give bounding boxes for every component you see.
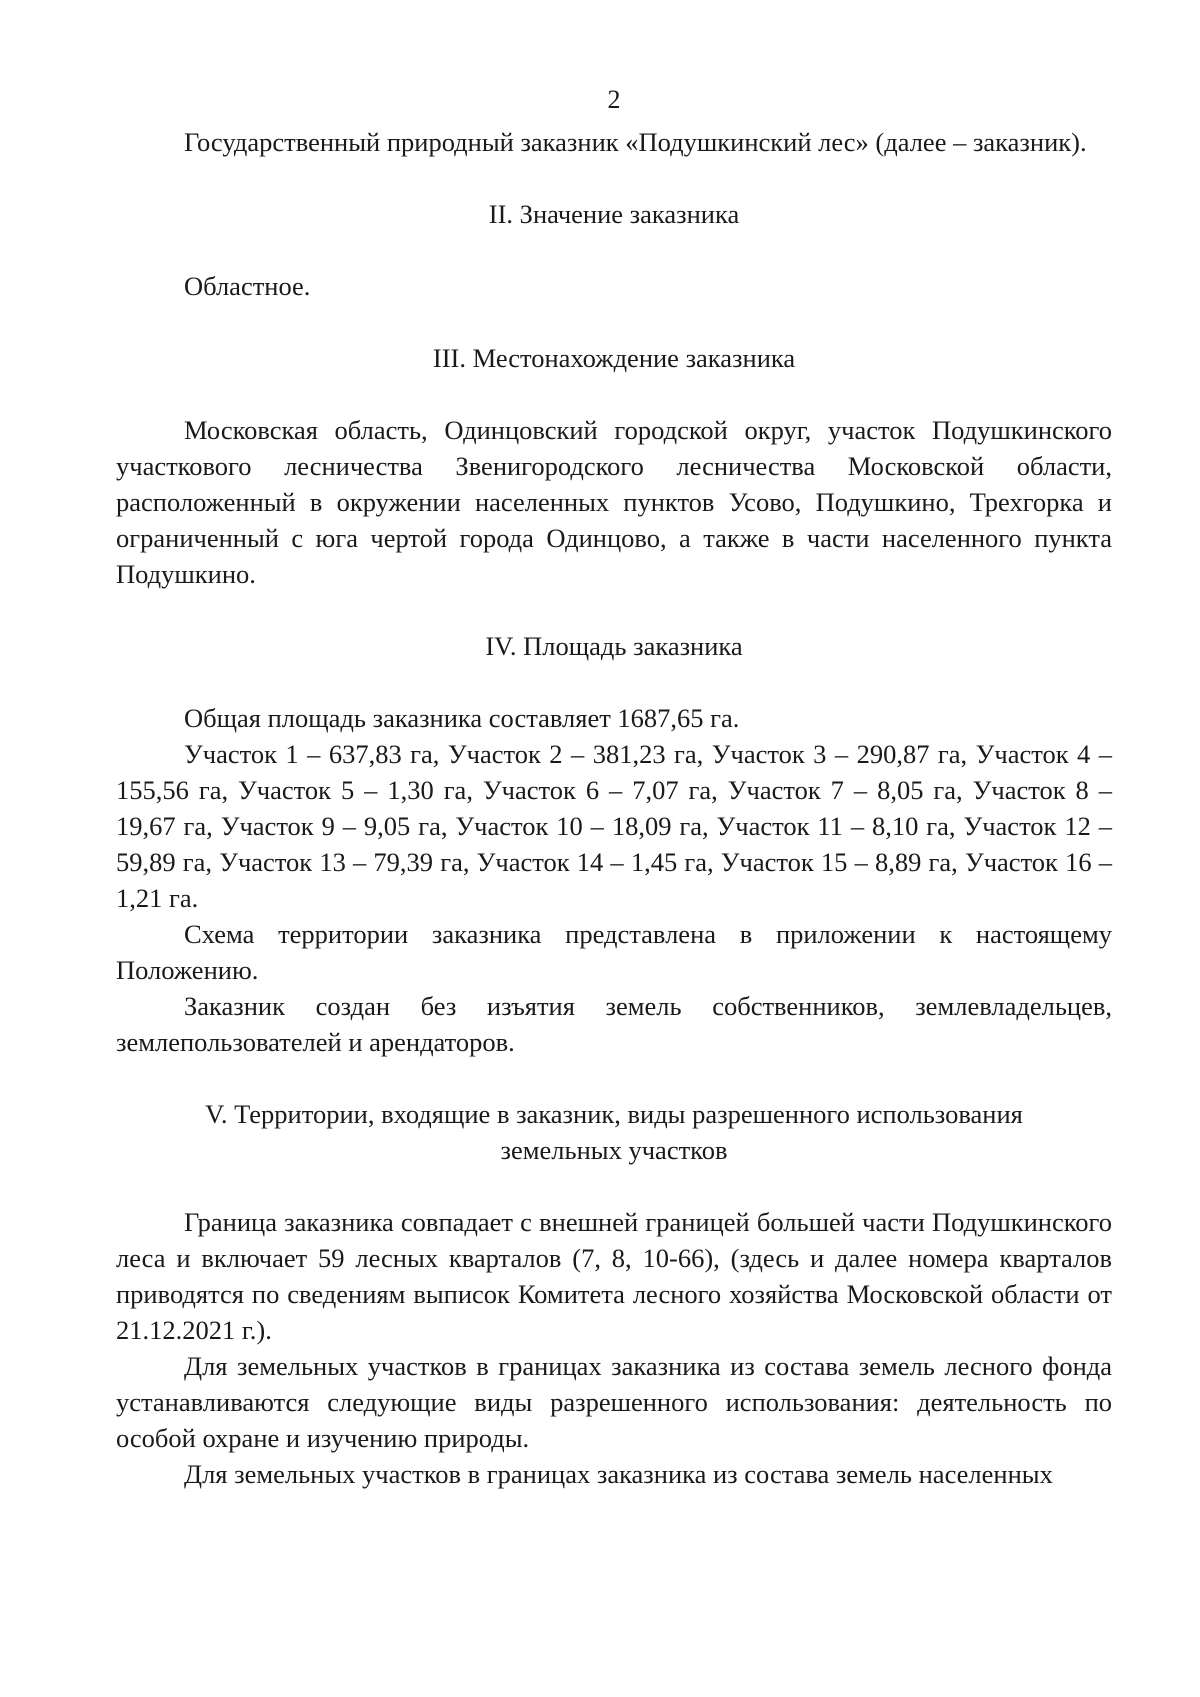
section-5-forest-land-use: Для земельных участков в границах заказника из состава земель лесного фонда устанавливаются следующие виды разрешенного использования: деятельность по особой охране и изучению природы. [116,1351,1112,1453]
section-5-heading-line1: V. Территории, входящие в заказник, виды разрешенного использования [205,1099,1023,1129]
section-3-heading: III. Местонахождение заказника [432,343,796,373]
section-4-plots: Участок 1 – 637,83 га, Участок 2 – 381,23 га, Участок 3 – 290,87 га, Участок 4 – 155,56 га, Участок 5 – 1,30 га, Участок 6 – 7,07 га, Участок 7 – 8,05 га, Участок 8 – 19,67 га, Участок 9 – 9,05 га, Участок 10 – 18,09 га, Участок 11 – 8,10 га, Участок 12 – 59,89 га, Участок 13 – 79,39 га, Участок 14 – 1,45 га, Участок 15 – 8,89 га, Участок 16 – 1,21 га. [116,739,1112,913]
page-number: 2 [607,85,621,114]
section-2-text: Областное. [184,271,311,301]
intro-paragraph: Государственный природный заказник «Подушкинский лес» (далее – заказник). [184,127,1087,157]
section-4-total-area: Общая площадь заказника составляет 1687,65 га. [184,703,740,733]
section-4-no-seizure: Заказник создан без изъятия земель собственников, землевладельцев, землепользователей и арендаторов. [116,991,1112,1057]
section-4-scheme: Схема территории заказника представлена в приложении к настоящему Положению. [116,919,1112,985]
section-2-heading: II. Значение заказника [488,199,740,229]
section-3-text: Московская область, Одинцовский городской округ, участок Подушкинского участкового лесничества Звенигородского лесничества Московской области, расположенный в окружении населенных пунктов Усово, Подушкино, Трехгорка и ограниченный с юга чертой города Одинцово, а также в части населенного пункта Подушкино. [116,415,1112,589]
section-5-settlement-land-use: Для земельных участков в границах заказника из состава земель населенных [184,1459,1053,1489]
section-5-heading-line2: земельных участков [500,1135,728,1165]
section-5-boundary: Граница заказника совпадает с внешней границей большей части Подушкинского леса и включает 59 лесных кварталов (7, 8, 10-66), (здесь и далее номера кварталов приводятся по сведениям выписок Комитета лесного хозяйства Московской области от 21.12.2021 г.). [116,1207,1112,1345]
section-4-heading: IV. Площадь заказника [485,631,743,661]
